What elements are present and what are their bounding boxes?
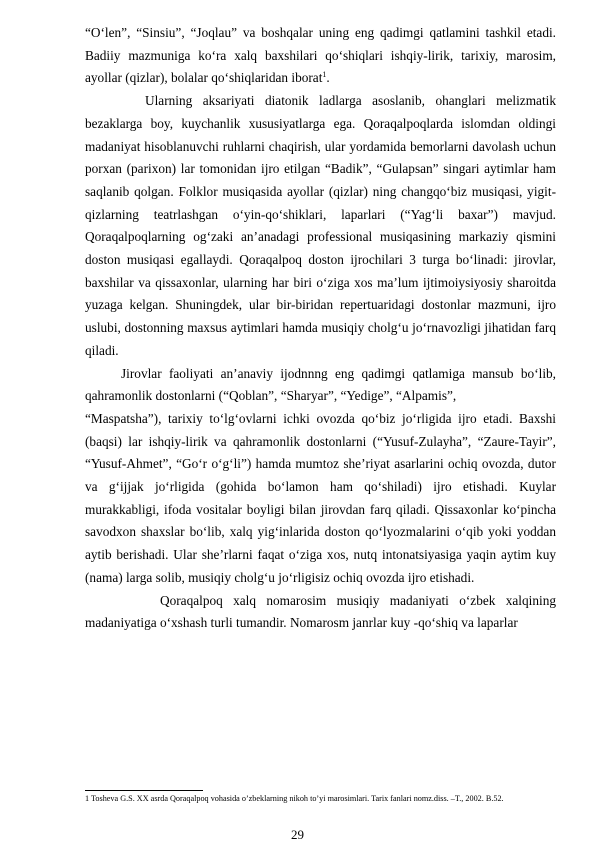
footnote: 1 Tosheva G.S. XX asrda Qoraqalpoq vohasida o’zbeklarning nikoh to’yi marosimlari. Tarix fanlari nomz.diss. –T., 2002. B.52. [85,794,504,803]
paragraph-3a: Jirovlar faoliyati an’anaviy ijodnnng eng qadimgi qatlamiga mansub bo‘lib, qahramonlik dostonlarni (“Qoblan”, “Sharyar”, “Yedige”, “Alpamis”, [85,365,556,404]
footnote-reference: 1 [322,70,327,80]
page-number: 29 [291,827,304,842]
paragraph-3b: “Maspatsha”), tarixiy to‘lg‘ovlarni ichki ovozda qo‘biz jo‘rligida ijro etadi. Baxshi (baqsi) lar ishqiy-lirik va qahramonlik dostonlarni (“Yusuf-Zulayha”, “Zaure-Tayir”, “Yusuf-Ahmet”, “Go‘r o‘g‘li”) hamda mumtoz she’riyat asarlarini ochiq ovozda, dutor va g‘ijjak jo‘rligida (gohida bo‘lamon ham qo‘shiladi) ijro etishadi. Kuylar murakkabligi, ifoda vositalar boyligi bilan jirovdan farq qiladi. Qissaxonlar ko‘pincha savodxon shaxslar bo‘lib, xalq yig‘inlarida doston qo‘lyozmalarini o‘qib yoki yoddan aytib berishadi. Ular she’rlarni faqat o‘ziga xos, nutq intonatsiyasiga yaqin aytim kuy (nama) larga solib, musiqiy cholg‘u jo‘rligisiz ochiq ovozda ijro etishadi. [85,410,556,585]
paragraph-2: Ularning aksariyati diatonik ladlarga asoslanib, ohanglari melizmatik bezaklarga boy, kuychanlik xususiyatlarga ega. Qoraqalpoqlarda islomdan oldingi madaniyat hisoblanuvchi ruhlarni chaqirish, ular yordamida bemorlarni davolash uchun porxan (parixon) lar tomonidan ijro etilgan “Badik”, “Gulapsan” singari aytimlar ham saqlanib qolgan. Folklor musiqasida ayollar (qizlar) ning changqo‘biz musiqasi, yigit-qizlarning teatrlashgan o‘yin-qo‘shiklari, laparlari (“Yag‘li baxar”) mavjud. Qoraqalpoqlarning og‘zaki an’anadagi professional musiqasining markaziy qismini doston musiqasi egallaydi. Qoraqalpoq doston ijrochilari 3 turga bo‘linadi: jirovlar, baxshilar va qissaxonlar, ularning har biri o‘ziga xos ma’lum ijtimoiysiyosiy sharoitda yuzaga kelgan. Shuningdek, ular bir-biridan repertuaridagi dostonlar mazmuni, ijro uslubi, dostonning maxsus aytimlari hamda musiqiy cholg‘u jo‘rnavozligi jihatidan farq qiladi. [85,93,556,358]
paragraph-1 [85,22,556,90]
footnote-separator [85,790,203,791]
paragraph-1-end: . [326,70,330,86]
paragraph-4: Qoraqalpoq xalq nomarosim musiqiy madaniyati o‘zbek xalqining madaniyatiga o‘xshash turli tumandir. Nomarosm janrlar kuy -qo‘shiq va laparlar [85,592,556,631]
body-text [85,22,556,635]
paragraph-1-text: “O‘len”, “Sinsiu”, “Joqlau” va boshqalar uning eng qadimgi qatlamini tashkil etadi. Badiiy mazmuniga ko‘ra xalq baxshilari qo‘shiqlari ishqiy-lirik, tarixiy, marosim, ayollar (qizlar), bolalar qo‘shiqlaridan iborat [85,25,556,86]
